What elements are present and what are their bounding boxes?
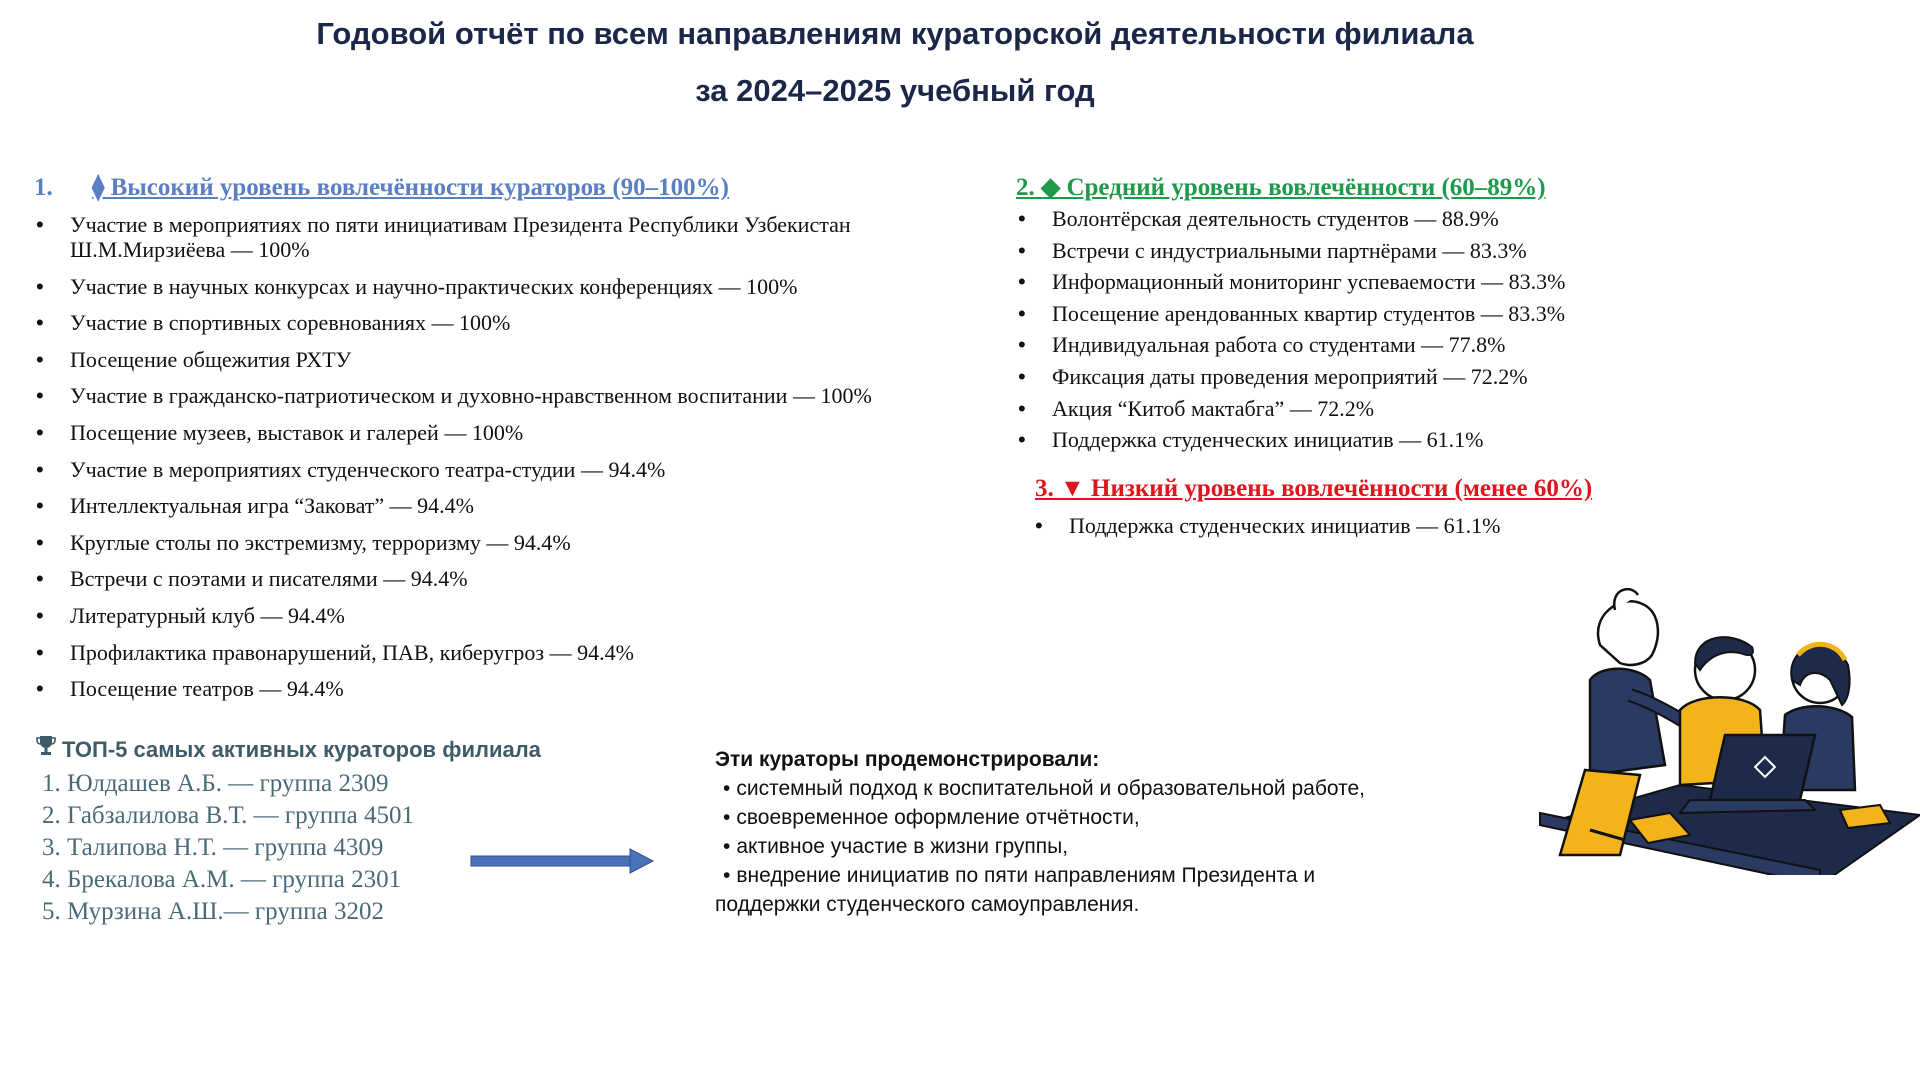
high-engagement-list [70,212,970,713]
high-engagement-title: ⧫ Высокий уровень вовлечённости кураторов (90–100%) [92,174,729,201]
list-item: • Встречи с индустриальными партнёрами — 83.3% [1052,238,1566,263]
list-item: • Фиксация даты проведения мероприятий — 72.2% [1052,364,1566,389]
list-item: • Литературный клуб — 94.4% [70,603,970,628]
list-item: 3. Талипова Н.Т. — группа 4309 [42,834,384,861]
summary-item: • своевременное оформление отчётности, [723,806,1140,829]
list-item: • Участие в мероприятиях по пяти инициативам Президента Республики Узбекистан Ш.М.Мирзиёева — 100% [70,212,970,262]
curator-students-laptop-illustration [1530,585,1920,875]
low-engagement-heading: 3. ▼ Низкий уровень вовлечённости (менее 60%) [1035,475,1593,502]
list-item: • Посещение арендованных квартир студентов — 83.3% [1052,301,1566,326]
list-item: • Участие в научных конкурсах и научно-практических конференциях — 100% [70,274,970,299]
summary-item: • системный подход к воспитательной и образовательной работе, [723,777,1365,800]
list-item: • Волонтёрская деятельность студентов — 88.9% [1052,206,1566,231]
list-item: • Поддержка студенческих инициатив — 61.1% [1069,513,1500,538]
low-engagement-list [1069,513,1500,538]
arrow-right-icon [470,846,655,876]
list-item: • Посещение музеев, выставок и галерей — 100% [70,420,970,445]
list-item: 2. Габзалилова В.Т. — группа 4501 [42,802,414,829]
list-item: 5. Мурзина А.Ш.— группа 3202 [42,898,384,925]
list-item: • Круглые столы по экстремизму, терроризму — 94.4% [70,530,970,555]
list-item: • Индивидуальная работа со студентами — 77.8% [1052,332,1566,357]
top5-heading [36,735,541,763]
high-engagement-heading [34,172,729,202]
trophy-icon [36,735,56,763]
list-item: • Интеллектуальная игра “Заковат” — 94.4% [70,493,970,518]
summary-item-tail: поддержки студенческого самоуправления. [715,893,1140,916]
list-item: • Информационный мониторинг успеваемости — 83.3% [1052,269,1566,294]
high-engagement-number: 1. [34,174,53,201]
list-item: • Профилактика правонарушений, ПАВ, киберугроз — 94.4% [70,640,970,665]
page-subtitle: за 2024–2025 учебный год [695,73,1095,108]
medium-engagement-list [1052,206,1566,459]
summary-heading: Эти кураторы продемонстрировали: [715,748,1100,771]
page-title: Годовой отчёт по всем направлениям кураторской деятельности филиала [316,16,1474,51]
top5-title: ТОП-5 самых активных кураторов филиала [62,737,541,762]
top5-list [42,768,414,928]
list-item: 4. Брекалова А.М. — группа 2301 [42,866,402,893]
list-item: • Участие в спортивных соревнованиях — 100% [70,310,970,335]
medium-engagement-heading: 2. ◆ Средний уровень вовлечённости (60–89%) [1016,174,1546,201]
list-item: • Акция “Китоб мактабга” — 72.2% [1052,396,1566,421]
summary-block [715,745,1475,919]
list-item: • Встречи с поэтами и писателями — 94.4% [70,566,970,591]
list-item: 1. Юлдашев А.Б. — группа 2309 [42,770,389,797]
list-item: • Участие в мероприятиях студенческого театра-студии — 94.4% [70,457,970,482]
summary-item: • активное участие в жизни группы, [723,835,1069,858]
list-item: • Участие в гражданско-патриотическом и духовно-нравственном воспитании — 100% [70,383,970,408]
summary-item: • внедрение инициатив по пяти направлениям Президента и [723,864,1316,887]
list-item: • Посещение театров — 94.4% [70,676,970,701]
list-item: • Посещение общежития РХТУ [70,347,970,372]
list-item: • Поддержка студенческих инициатив — 61.1% [1052,427,1566,452]
